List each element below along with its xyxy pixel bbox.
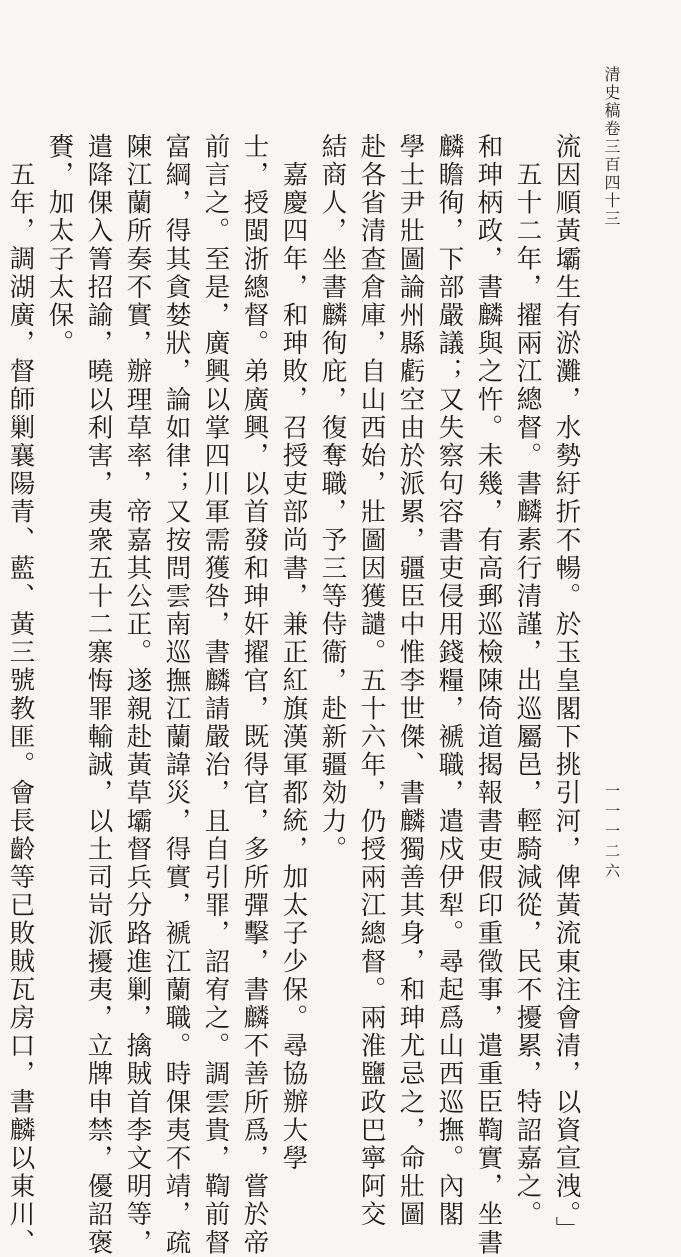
text-column-12: 陳江蘭所奏不實，辦理草率，帝嘉其公正。遂親赴黃草壩督兵分路進剿，擒賊首李文明等， — [122, 133, 153, 1257]
text-column-5: 學士尹壯圖論州縣虧空由於派累，疆臣中惟李世傑、書麟獨善其身，和珅尤忌之，命壯圖 — [395, 133, 426, 1229]
text-column-15: 五年，調湖廣，督師剿襄陽青、藍、黃三號教匪。會長齡等已敗賊瓦房口，書麟以東川、 — [5, 161, 36, 1257]
page-number: 一一一二六 — [603, 783, 621, 883]
text-column-9: 士，授閩浙總督。弟廣興，以首發和珅奸擢官，既得官，多所彈擊，書麟不善所爲，嘗於帝 — [239, 133, 270, 1257]
running-title: 清史稿卷三百四十三 — [602, 66, 621, 228]
text-column-2: 五十二年，擢兩江總督。書麟素行清謹，出巡屬邑，輕騎減從，民不擾累，特詔嘉之。 — [512, 161, 543, 1229]
text-column-1: 流因順黃壩生有淤灘，水勢紆折不暢。於玉皇閣下挑引河，俾黃流東注會清，以資宣洩。」 — [551, 133, 582, 1245]
text-column-8: 嘉慶四年，和珅敗，召授吏部尚書，兼正紅旗漢軍都統，加太子少保。尋協辦大學 — [278, 161, 309, 1173]
text-column-3: 和珅柄政，書麟與之忤。未幾，有高郵巡檢陳倚道揭報書吏假印重徵事，遣重臣鞫實，坐書 — [473, 133, 504, 1257]
text-column-14: 賚，加太子太保。 — [44, 133, 75, 358]
text-column-4: 麟瞻徇，下部嚴議；又失察句容書吏侵用錢糧，褫職，遣戍伊犁。尋起爲山西巡撫。內閣 — [434, 133, 465, 1229]
text-column-7: 結商人，坐書麟徇庇，復奪職，予三等侍衞，赴新疆効力。 — [317, 133, 348, 864]
text-column-6: 赴各省清查倉庫，自山西始，壯圖因獲譴。五十六年，仍授兩江總督。兩淮鹽政巴寧阿交 — [356, 133, 387, 1229]
text-column-11: 富綱，得其貪婪狀，論如律；又按問雲南巡撫江蘭諱災，得實，褫江蘭職。時倮夷不靖，疏 — [161, 133, 192, 1257]
text-column-10: 前言之。至是，廣興以掌四川軍需獲咎，書麟請嚴治，且自引罪，詔宥之。調雲貴，鞫前督 — [200, 133, 231, 1257]
text-column-13: 遣降倮入箐招諭，曉以利害，夷衆五十二寨悔罪輸誠，以土司岢派擾夷，立牌申禁，優詔褒 — [83, 133, 114, 1257]
